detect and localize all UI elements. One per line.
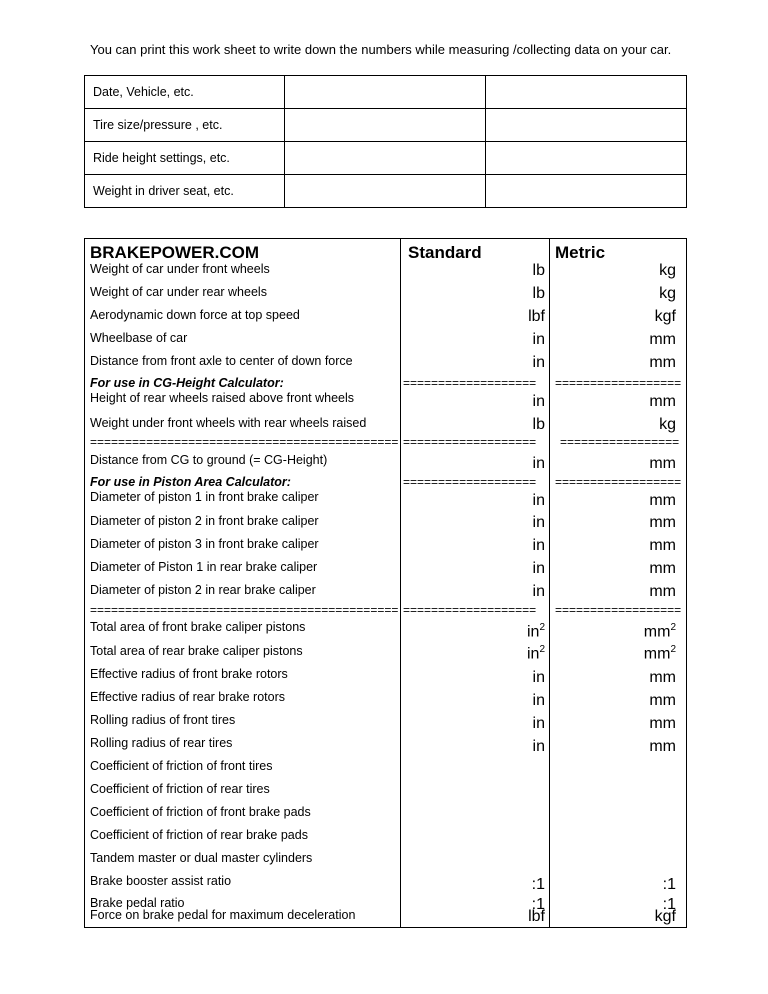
info-cell[interactable] (486, 175, 687, 208)
metric-header: Metric (555, 243, 606, 262)
row-label: Coefficient of friction of rear tires (90, 782, 270, 796)
standard-unit: in (532, 331, 545, 348)
row-label: Diameter of piston 2 in front brake caliper (90, 514, 319, 528)
standard-unit: lbf (528, 908, 545, 925)
info-label: Date, Vehicle, etc. (85, 76, 285, 109)
metric-unit: kgf (654, 308, 676, 325)
metric-unit: mm (649, 354, 676, 371)
separator: ================== (555, 475, 682, 489)
metric-unit: kg (659, 262, 676, 279)
standard-unit: lbf (528, 308, 545, 325)
info-row (85, 109, 687, 142)
info-row (85, 175, 687, 208)
row-label: Total area of front brake caliper pistons (90, 620, 306, 634)
standard-unit: in (532, 692, 545, 709)
separator: ============================================ (90, 435, 399, 449)
standard-unit: $in^2$ (526, 622, 545, 641)
separator: =================== (403, 603, 537, 617)
row-label: Aerodynamic down force at top speed (90, 308, 300, 322)
info-cell[interactable] (285, 76, 486, 109)
row-label: Distance from CG to ground (= CG-Height) (90, 453, 328, 467)
brand-title: BRAKEPOWER.COM (90, 243, 260, 262)
metric-unit: mm (649, 537, 676, 554)
row-label: Wheelbase of car (90, 331, 188, 345)
row-label: Diameter of piston 3 in front brake caliper (90, 537, 319, 551)
row-label: Brake pedal ratio (90, 896, 185, 910)
standard-unit: $in^2$ (526, 644, 545, 663)
metric-unit: mm (649, 492, 676, 509)
separator: ============================================ (90, 603, 399, 617)
metric-unit: $mm^2$ (643, 622, 676, 641)
metric-unit: mm (649, 738, 676, 755)
row-label: Diameter of piston 1 in front brake caliper (90, 490, 319, 504)
info-label: Weight in driver seat, etc. (85, 175, 285, 208)
standard-unit: in (532, 492, 545, 509)
standard-unit: lb (532, 285, 545, 302)
metric-unit: mm (649, 455, 676, 472)
metric-unit: $mm^2$ (643, 644, 676, 663)
row-label: Coefficient of friction of front tires (90, 759, 273, 773)
metric-unit: mm (649, 331, 676, 348)
standard-header: Standard (408, 243, 482, 262)
info-label: Ride height settings, etc. (85, 142, 285, 175)
standard-unit: in (532, 669, 545, 686)
intro-text: You can print this work sheet to write down the numbers while measuring /collecting data on your car. (90, 42, 672, 57)
brakepower-worksheet (84, 238, 687, 928)
piston-section-title: For use in Piston Area Calculator: (90, 475, 291, 489)
standard-unit: in (532, 354, 545, 371)
separator: =================== (403, 475, 537, 489)
metric-unit: kg (659, 285, 676, 302)
metric-unit: mm (649, 715, 676, 732)
row-label: Force on brake pedal for maximum deceleration (90, 908, 356, 922)
standard-unit: in (532, 560, 545, 577)
metric-unit: kgf (654, 908, 676, 925)
row-label: Total area of rear brake caliper pistons (90, 644, 303, 658)
info-table (84, 75, 687, 208)
info-cell[interactable] (486, 76, 687, 109)
metric-unit: mm (649, 692, 676, 709)
standard-unit: in (532, 738, 545, 755)
separator: ================== (555, 603, 682, 617)
row-label: Height of rear wheels raised above front wheels (90, 391, 355, 405)
row-label: Tandem master or dual master cylinders (90, 851, 313, 865)
row-label: Weight under front wheels with rear wheels raised (90, 416, 367, 430)
separator: =================== (403, 435, 537, 449)
metric-unit: mm (649, 669, 676, 686)
standard-unit: :1 (531, 896, 545, 913)
standard-unit: in (532, 393, 545, 410)
metric-unit: mm (649, 514, 676, 531)
row-label: Effective radius of front brake rotors (90, 667, 288, 681)
separator: =================== (403, 376, 537, 390)
metric-unit: mm (649, 393, 676, 410)
separator: ================== (555, 376, 682, 390)
standard-unit: in (532, 455, 545, 472)
info-cell[interactable] (486, 109, 687, 142)
row-label: Coefficient of friction of rear brake pads (90, 828, 308, 842)
row-label: Effective radius of rear brake rotors (90, 690, 285, 704)
row-label: Rolling radius of rear tires (90, 736, 233, 750)
row-label: Coefficient of friction of front brake pads (90, 805, 311, 819)
row-label: Brake booster assist ratio (90, 874, 232, 888)
metric-unit: :1 (662, 876, 676, 893)
row-label: Weight of car under front wheels (90, 262, 270, 276)
info-cell[interactable] (486, 142, 687, 175)
info-cell[interactable] (285, 109, 486, 142)
standard-unit: lb (532, 262, 545, 279)
info-cell[interactable] (285, 142, 486, 175)
separator: ================= (560, 435, 680, 449)
row-label: Diameter of Piston 1 in rear brake caliper (90, 560, 318, 574)
info-row (85, 76, 687, 109)
standard-unit: in (532, 715, 545, 732)
cg-section-title: For use in CG-Height Calculator: (90, 376, 284, 390)
row-label: Rolling radius of front tires (90, 713, 236, 727)
metric-unit: mm (649, 583, 676, 600)
standard-unit: in (532, 583, 545, 600)
row-label: Diameter of piston 2 in rear brake caliper (90, 583, 316, 597)
standard-unit: lb (532, 416, 545, 433)
standard-unit: in (532, 514, 545, 531)
standard-unit: in (532, 537, 545, 554)
standard-unit: :1 (531, 876, 545, 893)
metric-unit: kg (659, 416, 676, 433)
info-cell[interactable] (285, 175, 486, 208)
row-label: Weight of car under rear wheels (90, 285, 267, 299)
metric-unit: mm (649, 560, 676, 577)
metric-unit: :1 (662, 896, 676, 913)
info-label: Tire size/pressure , etc. (85, 109, 285, 142)
info-row (85, 142, 687, 175)
row-label: Distance from front axle to center of down force (90, 354, 353, 368)
